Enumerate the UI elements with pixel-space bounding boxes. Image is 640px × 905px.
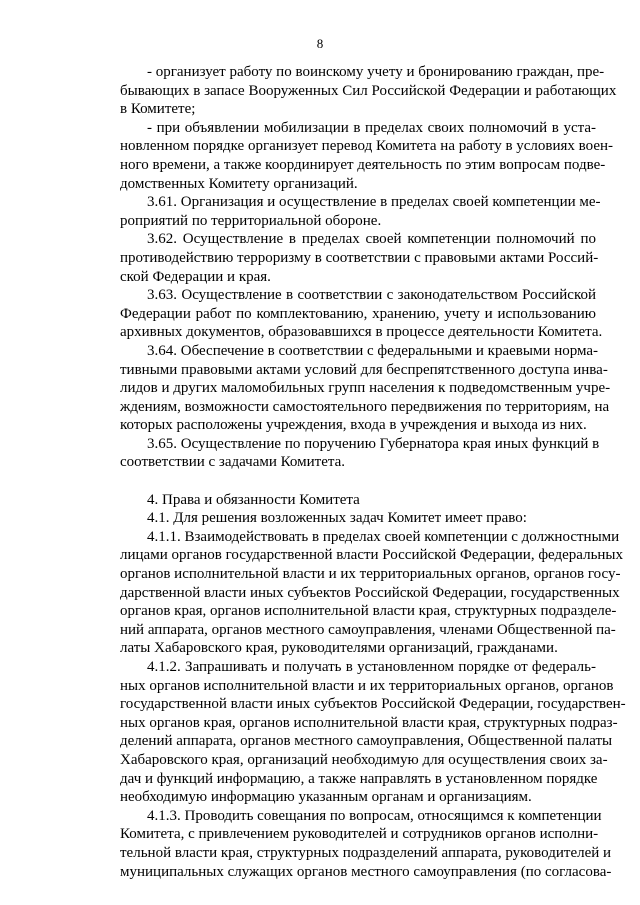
text-line: органов края, органов исполнительной власти края, структурных подразделе- xyxy=(120,603,617,620)
text-line: противодействию терроризму в соответствии с правовыми актами Россий- xyxy=(120,249,599,266)
text-line: ждениям, возможности самостоятельного передвижения по территориям, на xyxy=(120,398,610,415)
text-line: органов исполнительной власти и их территориальных органов, органов госу- xyxy=(120,566,621,583)
text-line: Комитета, с привлечением руководителей и сотрудников органов исполни- xyxy=(120,826,599,843)
paragraph xyxy=(120,193,601,230)
text-line: бывающих в запасе Вооруженных Сил Российской Федерации и работающих xyxy=(120,82,617,99)
text-line: тельной власти края, структурных подразделений аппарата, руководителей и xyxy=(120,844,612,861)
paragraph xyxy=(120,807,612,881)
text-line: дач и функций информацию, а также направлять в установленном порядке xyxy=(120,770,598,787)
page-number: 8 xyxy=(316,36,324,51)
paragraph xyxy=(120,230,599,286)
text-line: необходимую информацию указанным органам и организациям. xyxy=(120,789,532,806)
paragraph xyxy=(120,528,624,658)
text-line: ской Федерации и края. xyxy=(120,268,271,285)
text-line: - при объявлении мобилизации в пределах своих полномочий в уста- xyxy=(147,119,596,136)
text-line: 3.62. Осуществление в пределах своей компетенции полномочий по xyxy=(147,231,596,248)
text-line: тивными правовыми актами условий для беспрепятственного доступа инва- xyxy=(120,361,608,378)
text-line: муниципальных служащих органов местного самоуправления (по согласова- xyxy=(120,863,612,880)
text-line: Хабаровского края, организаций необходимую для осуществления своих за- xyxy=(120,751,608,768)
text-line: новленном порядке организует перевод Комитета на работу в условиях воен- xyxy=(120,138,614,155)
paragraph xyxy=(120,119,614,193)
text-line: роприятий по территориальной обороне. xyxy=(120,212,382,229)
text-line: государственной власти иных субъектов Российской Федерации, государствен- xyxy=(120,696,626,713)
text-line: 4.1.2. Запрашивать и получать в установленном порядке от федераль- xyxy=(147,659,596,675)
text-line: ного времени, а также координирует деятельность по этим вопросам подве- xyxy=(120,156,606,173)
text-line: которых расположены учреждения, входа в учреждения и выхода из них. xyxy=(120,417,587,434)
paragraph xyxy=(120,342,611,435)
text-line: Федерации работ по комплектованию, хранению, учету и использованию xyxy=(120,305,596,322)
paragraph xyxy=(120,658,626,807)
text-line: 3.65. Осуществление по поручению Губернатора края иных функций в xyxy=(147,435,600,452)
text-line: дарственной власти иных субъектов Российской Федерации, государственных xyxy=(120,584,620,601)
text-line: - организует работу по воинскому учету и бронированию граждан, пре- xyxy=(147,64,605,80)
document-body xyxy=(120,63,626,881)
text-line: архивных документов, образовавшихся в процессе деятельности Комитета. xyxy=(120,324,603,341)
text-line: 3.64. Обеспечение в соответствии с федеральными и краевыми норма- xyxy=(147,342,599,359)
text-line: лидов и других маломобильных групп населения к подведомственным учре- xyxy=(120,380,611,397)
text-line: делений аппарата, органов местного самоуправления, Общественной палаты xyxy=(120,733,613,750)
text-line: 4. Права и обязанности Комитета xyxy=(147,491,360,508)
text-line: в Комитете; xyxy=(120,101,196,118)
paragraph xyxy=(120,509,596,528)
text-line: 3.61. Организация и осуществление в пределах своей компетенции ме- xyxy=(147,194,601,211)
text-line: ний аппарата, органов местного самоуправления, членами Общественной па- xyxy=(120,621,616,638)
paragraph xyxy=(120,63,617,119)
text-line: 4.1. Для решения возложенных задач Комитет имеет право: xyxy=(147,510,527,527)
text-line: ных органов исполнительной власти и их территориальных органов, органов xyxy=(120,677,614,694)
text-line: домственных Комитету организаций. xyxy=(120,175,358,192)
paragraph xyxy=(120,491,596,510)
text-line: соответствии с задачами Комитета. xyxy=(120,454,346,471)
text-line: латы Хабаровского края, руководителями организаций, гражданами. xyxy=(120,640,558,657)
text-line: 4.1.1. Взаимодействовать в пределах своей компетенции с должностными xyxy=(147,528,620,545)
text-line: 3.63. Осуществление в соответствии с законодательством Российской xyxy=(147,287,596,304)
text-line: лицами органов государственной власти Российской Федерации, федеральных xyxy=(120,547,624,564)
text-line: 4.1.3. Проводить совещания по вопросам, относящимся к компетенции xyxy=(147,807,602,824)
section-spacer xyxy=(120,472,596,491)
paragraph xyxy=(120,435,600,472)
paragraph xyxy=(120,286,603,342)
text-line: ных органов края, органов исполнительной власти края, структурных подраз- xyxy=(120,714,618,731)
